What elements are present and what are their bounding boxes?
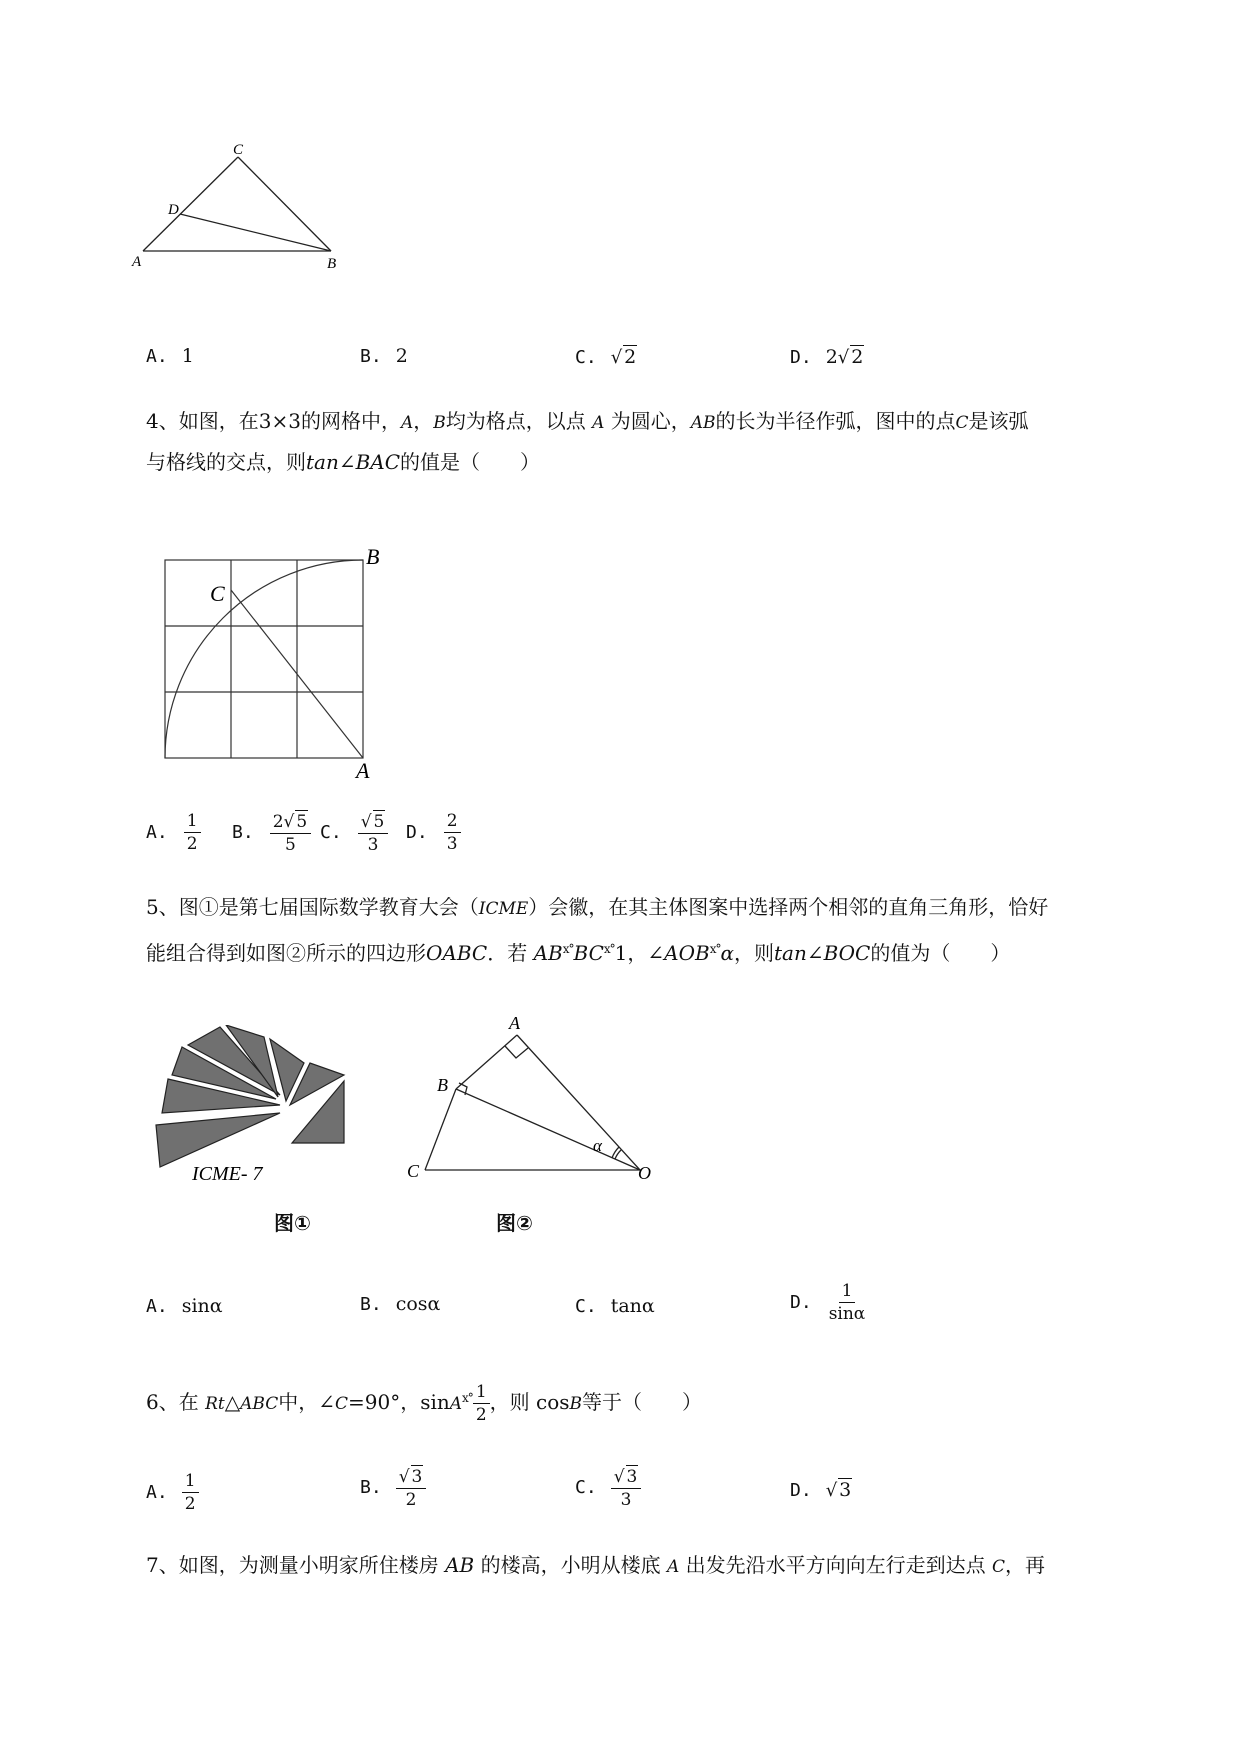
q6-line: 6、在 Rt△ABC中，∠C=90°，sinA$^{x^\circ}$ $\frac{1}{2}$ ，则 cosB等于（ ） — [146, 1382, 703, 1425]
label-a: A — [509, 1013, 520, 1033]
option-label: B. — [360, 1294, 382, 1315]
q7-line: 7、如图，为测量小明家所住楼房 AB 的楼高，小明从楼底 A 出发先沿水平方向向左行走到达点 C，再 — [146, 1553, 1045, 1577]
option-value: cosα — [395, 1293, 441, 1315]
option-value: 2 — [395, 345, 408, 367]
figure-q5-quadrilateral — [395, 1005, 665, 1190]
figure-q5-icme-logo — [140, 1025, 370, 1185]
garbled-glyph: x° — [709, 942, 721, 956]
figure-caption-1: 图① — [274, 1211, 311, 1235]
label-c: C — [233, 142, 244, 158]
q4-line-1: 4、如图，在3×3的网格中，A，B均为格点，以点 A 为圆心，AB的长为半径作弧，图中的点C是该弧 — [146, 409, 1029, 433]
label-d: D — [168, 202, 179, 218]
figure-q4-grid — [150, 540, 400, 780]
label-b: B — [327, 256, 337, 272]
option-value: tanα — [610, 1295, 655, 1317]
fraction: $\frac{1}{\sin\alpha}$ — [828, 1281, 866, 1324]
q5-option-a[interactable] — [146, 1295, 223, 1317]
radicand: 2 — [851, 346, 864, 368]
option-label: A. — [146, 821, 168, 843]
fraction: $\frac{1}{2}$ — [473, 1381, 490, 1426]
garbled-glyph: x° — [562, 942, 574, 956]
option-label: C. — [575, 347, 597, 368]
q4-option-a[interactable] — [146, 810, 201, 855]
label-a: A — [132, 254, 142, 270]
q4-option-d[interactable] — [406, 810, 461, 855]
q4-option-b[interactable] — [232, 810, 311, 856]
icme-logo-text: ICME- 7 — [192, 1163, 263, 1185]
q3-option-b[interactable] — [360, 345, 408, 367]
fraction: $\frac{2}{3}$ — [444, 810, 461, 855]
figure-q3-triangle — [120, 130, 360, 280]
option-label: D. — [406, 821, 428, 843]
garbled-glyph: x° — [603, 942, 615, 956]
q5-line-2: 能组合得到如图②所示的四边形OABC．若 $AB^{x^\circ}BC^{x^\circ}1$，$\angle AOB^{x^\circ}\alpha$，则tan∠BOC的值为（ ） — [146, 941, 1011, 965]
option-label: C. — [320, 822, 342, 843]
label-c: C — [407, 1161, 420, 1181]
fraction: $\frac{√ 3}{2}$ — [396, 1465, 427, 1511]
option-value: sinα — [181, 1295, 223, 1317]
q5-line-1: 5、图①是第七届国际数学教育大会（ICME）会徽，在其主体图案中选择两个相邻的直角三角形，恰好 — [146, 895, 1049, 919]
q3-option-c[interactable] — [575, 345, 637, 368]
figure-caption-2: 图② — [496, 1211, 533, 1235]
q6-option-c[interactable] — [575, 1465, 641, 1511]
sqrt-sign: √ — [610, 347, 623, 368]
label-alpha: α — [593, 1136, 602, 1155]
fraction: $\frac{1}{2}$ — [182, 1470, 199, 1515]
label-c: C — [210, 581, 225, 606]
label-b: B — [366, 544, 380, 569]
garbled-glyph: x° — [462, 1391, 473, 1405]
option-label: D. — [790, 1291, 812, 1313]
option-value: 1 — [181, 345, 194, 367]
option-label: A. — [146, 1296, 168, 1317]
q3-option-a[interactable] — [146, 345, 194, 367]
fraction: $\frac{1}{2}$ — [184, 810, 201, 855]
sqrt-sign: √ — [825, 1480, 838, 1501]
option-label: C. — [575, 1477, 597, 1498]
option-label: B. — [360, 1477, 382, 1498]
q5-option-b[interactable] — [360, 1293, 440, 1315]
fraction: $\frac{2√ 5}{5}$ — [270, 810, 312, 856]
option-label: B. — [360, 346, 382, 367]
option-label: A. — [146, 1481, 168, 1503]
option-label: C. — [575, 1296, 597, 1317]
q6-option-d[interactable] — [790, 1478, 852, 1501]
sqrt-sign: √ — [837, 347, 850, 368]
q4-line-2: 与格线的交点，则tan∠BAC的值是（ ） — [146, 450, 541, 474]
option-label: D. — [790, 347, 812, 368]
radicand: 2 — [624, 346, 637, 368]
label-o: O — [638, 1163, 651, 1183]
option-label: B. — [232, 822, 254, 843]
fraction: $\frac{√ 5}{3}$ — [358, 810, 389, 856]
fraction: $\frac{√ 3}{3}$ — [611, 1465, 642, 1511]
q6-option-a[interactable] — [146, 1470, 199, 1515]
option-label: A. — [146, 346, 168, 367]
label-a: A — [356, 758, 370, 780]
coefficient: 2 — [825, 346, 838, 368]
q5-option-c[interactable] — [575, 1295, 655, 1317]
q6-option-b[interactable] — [360, 1465, 426, 1511]
radicand: 3 — [839, 1479, 852, 1501]
q5-option-d[interactable] — [790, 1280, 868, 1325]
label-b: B — [437, 1075, 448, 1095]
q4-option-c[interactable] — [320, 810, 388, 856]
q3-option-d[interactable] — [790, 345, 864, 368]
option-label: D. — [790, 1480, 812, 1501]
